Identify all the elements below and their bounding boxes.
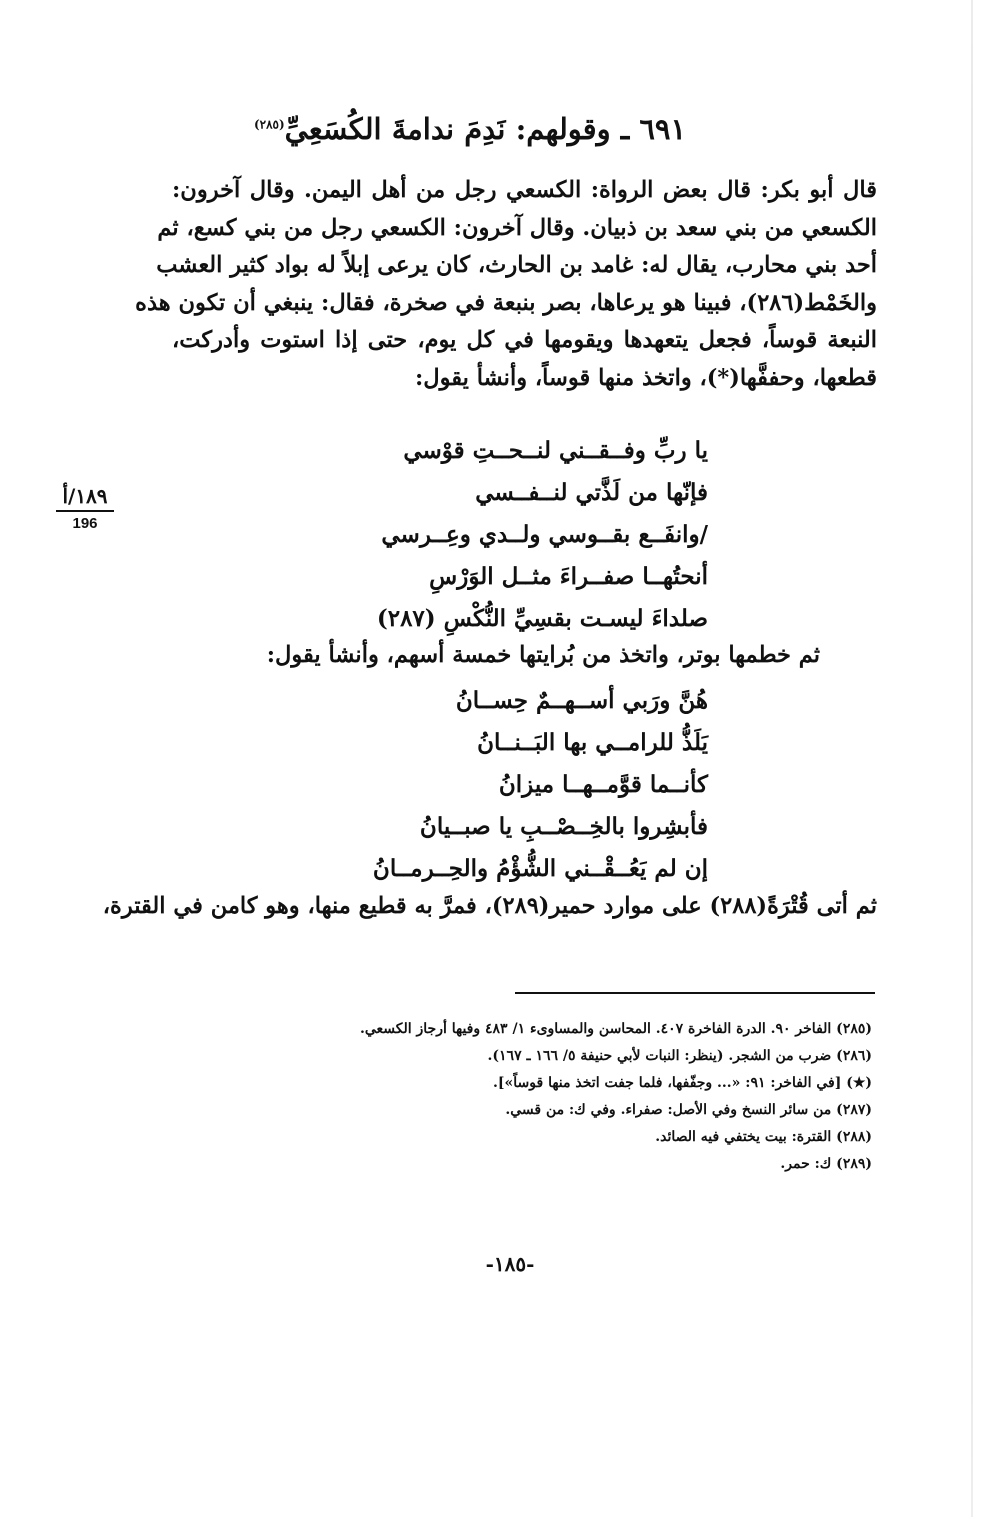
prose-line: أحد بني محارب، يقال له: غامد بن الحارث، كان يرعى إبلاً له بواد كثير العشب bbox=[156, 252, 877, 278]
footnote: (٢٨٨) القترة: بيت يختفي فيه الصائد. bbox=[655, 1129, 872, 1145]
footnote-separator bbox=[515, 992, 875, 994]
prose-line: والخَمْط(٢٨٦)، فبينا هو يرعاها، بصر بنبعة في صخرة، فقال: ينبغي أن تكون هذه bbox=[135, 289, 877, 316]
margin-folio-reference bbox=[56, 484, 114, 532]
poem-second bbox=[372, 680, 708, 890]
footnote: (٢٨٦) ضرب من الشجر. (ينظر: النبات لأبي حنيفة ٥/ ١٦٦ ـ ١٦٧). bbox=[487, 1048, 872, 1064]
poem-verse: فإنّها من لَذَّتي لنــفــسي bbox=[475, 479, 708, 506]
poem-verse: إن لم يَعُــقْــني الشُّؤْمُ والحِــرمــانُ bbox=[372, 855, 708, 882]
poem-verse: هُنَّ ورَبي أســهــمٌ حِســانُ bbox=[455, 687, 708, 714]
poem-verse: يَلَذُّ للرامــي بها البَــنــانُ bbox=[477, 729, 708, 756]
heading-text: ٦٩١ ـ وقولهم: نَدِمَ ندامةَ الكُسَعِيِّ bbox=[284, 112, 687, 146]
footnotes bbox=[260, 1016, 872, 1178]
poem-verse: أنحتُهــا صفــراءَ مثــل الوَرْسِ bbox=[429, 563, 708, 590]
page-number: -١٨٥- bbox=[485, 1252, 535, 1276]
entry-heading bbox=[0, 112, 940, 146]
prose-line: الكسعي من بني سعد بن ذبيان. وقال آخرون: الكسعي رجل من بني كسع، ثم bbox=[157, 214, 877, 241]
footnote: (٢٨٧) من سائر النسخ وفي الأصل: صفراء. وفي ك: من قسي. bbox=[505, 1102, 872, 1118]
prose-interlude: ثم خطمها بوتر، واتخذ من بُرايتها خمسة أسهم، وأنشأ يقول: bbox=[266, 642, 820, 668]
folio-divider bbox=[56, 510, 114, 512]
prose-paragraph bbox=[135, 172, 877, 397]
prose-line: النبعة قوساً، فجعل يتعهدها ويقومها في كل يوم، حتى إذا استوت وأدركت، bbox=[172, 327, 877, 353]
heading-footnote-ref: (٢٨٥) bbox=[253, 117, 285, 132]
footnote: (٢٨٥) الفاخر ٩٠. الدرة الفاخرة ٤٠٧. المحاسن والمساوىء ١/ ٤٨٣ وفيها أرجاز الكسعي. bbox=[359, 1021, 872, 1037]
prose-line: قطعها، وحففَّها(*)، واتخذ منها قوساً، وأنشأ يقول: bbox=[415, 364, 877, 391]
folio-number: ١٨٩/أ bbox=[62, 484, 108, 508]
footnote: (★) [في الفاخر: ٩١: «... وجفّفها، فلما جفت اتخذ منها قوساً»]. bbox=[493, 1075, 872, 1091]
poem-verse: فأبشِروا بالخِــصْــبِ يا صبــيانُ bbox=[419, 813, 708, 840]
scan-edge-shadow bbox=[971, 0, 973, 1517]
poem-verse: يا ربِّ وفــقــني لنــحــتِ قوْسي bbox=[403, 437, 708, 464]
poem-verse: كأنــما قوَّمــهــا ميزانُ bbox=[498, 771, 708, 798]
prose-line: قال أبو بكر: قال بعض الرواة: الكسعي رجل من أهل اليمن. وقال آخرون: bbox=[172, 177, 877, 203]
poem-verse: صلداءَ ليسـت بقسِيِّ النُّكْسِ (٢٨٧) bbox=[376, 605, 708, 632]
prose-continuation: ثم أتى قُتْرَةً(٢٨٨) على موارد حمير(٢٨٩)، فمرَّ به قطيع منها، وهو كامن في القترة، bbox=[102, 893, 877, 919]
original-page-number: 196 bbox=[72, 515, 98, 532]
footnote: (٢٨٩) ك: حمر. bbox=[780, 1156, 872, 1172]
poem-verse: /وانفَــع بقــوسي ولــدي وعِــرسي bbox=[381, 521, 708, 548]
poem-first bbox=[372, 430, 708, 640]
